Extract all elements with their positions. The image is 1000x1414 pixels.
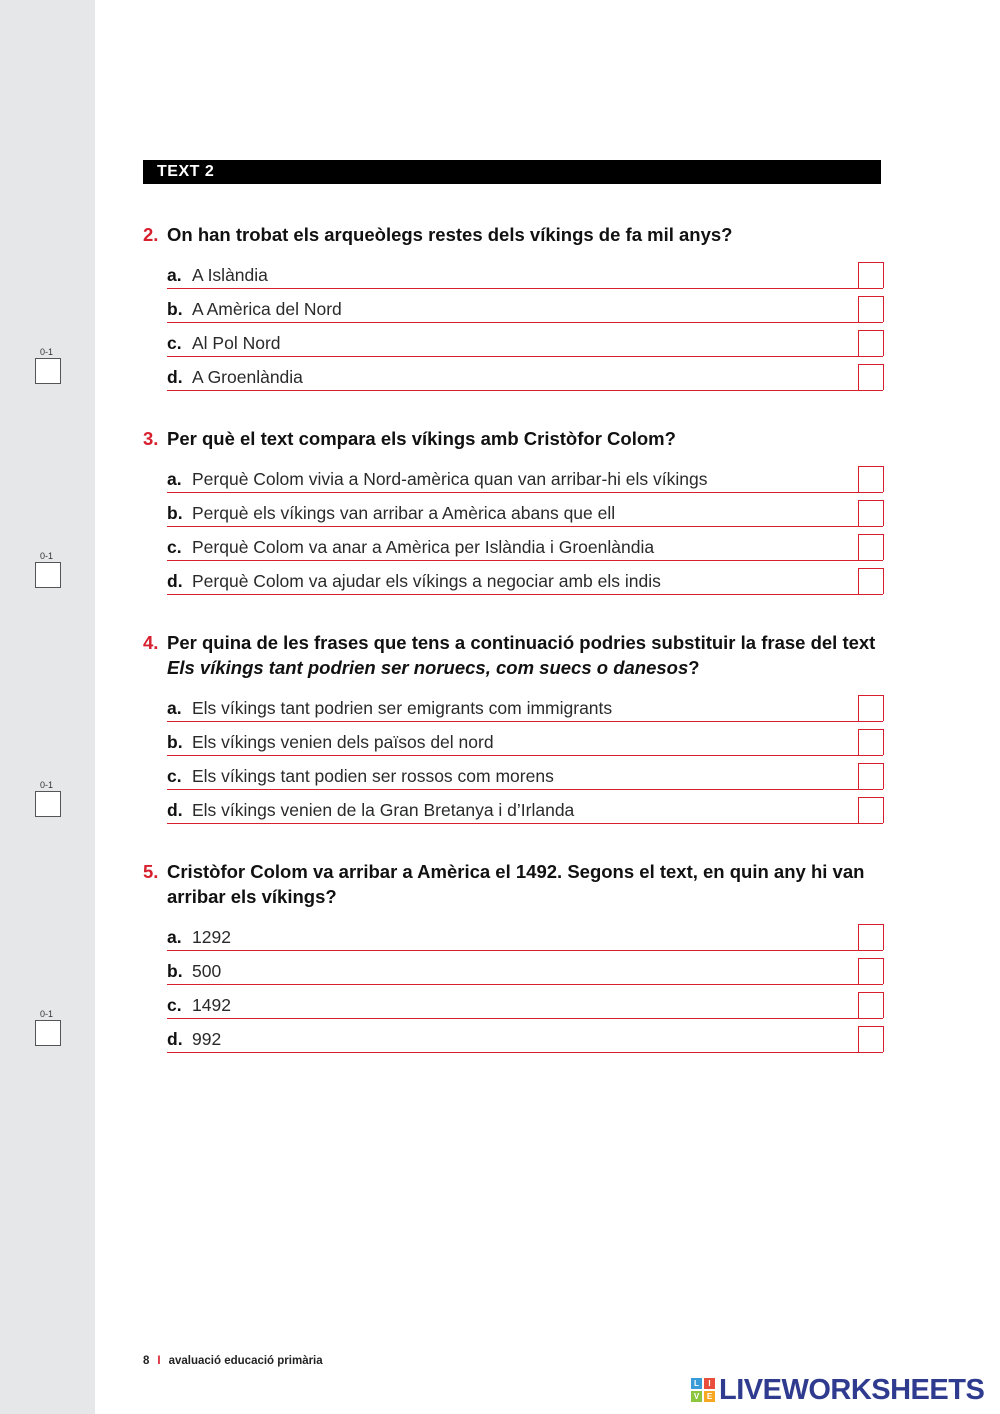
option-text: Perquè Colom vivia a Nord-amèrica quan van arribar-hi els víkings: [192, 469, 708, 489]
answer-option-b: [167, 951, 883, 985]
score-box-q4: [35, 780, 61, 817]
score-input-box[interactable]: [35, 791, 61, 817]
answer-options: [167, 917, 883, 1053]
option-text: 992: [192, 1029, 222, 1049]
option-text: Perquè els víkings van arribar a Amèrica abans que ell: [192, 503, 616, 523]
liveworksheets-logo: [691, 1374, 984, 1406]
answer-option-d: [167, 790, 883, 824]
option-text: A Amèrica del Nord: [192, 299, 342, 319]
option-letter: b.: [167, 299, 183, 319]
question-heading: [143, 859, 883, 909]
answer-checkbox[interactable]: [858, 296, 884, 322]
option-text: A Groenlàndia: [192, 367, 303, 387]
score-label: 0-1: [40, 780, 54, 790]
option-letter: d.: [167, 571, 183, 591]
answer-checkbox[interactable]: [858, 466, 884, 492]
question-5: [143, 859, 883, 1053]
page-number: 8: [143, 1355, 150, 1367]
answer-checkbox[interactable]: [858, 958, 884, 984]
option-text: A Islàndia: [192, 265, 268, 285]
option-letter: d.: [167, 1029, 183, 1049]
answer-option-c: [167, 527, 883, 561]
logo-letter: L: [691, 1378, 702, 1389]
answer-option-a: [167, 459, 883, 493]
option-letter: b.: [167, 732, 183, 752]
option-letter: c.: [167, 995, 182, 1015]
question-2: [143, 222, 883, 391]
answer-checkbox[interactable]: [858, 568, 884, 594]
score-box-q3: [35, 551, 61, 588]
logo-grid-icon: [691, 1378, 715, 1402]
option-letter: a.: [167, 469, 182, 489]
answer-option-c: [167, 323, 883, 357]
option-letter: d.: [167, 367, 183, 387]
answer-checkbox[interactable]: [858, 262, 884, 288]
question-number: 2.: [143, 224, 159, 245]
answer-options: [167, 459, 883, 595]
answer-checkbox[interactable]: [858, 534, 884, 560]
score-label: 0-1: [40, 551, 54, 561]
question-number: 3.: [143, 428, 159, 449]
score-input-box[interactable]: [35, 358, 61, 384]
section-title-bar: TEXT 2: [143, 160, 881, 184]
option-text: Els víkings venien de la Gran Bretanya i d’Irlanda: [192, 800, 575, 820]
logo-letter: E: [704, 1391, 715, 1402]
logo-letter: I: [704, 1378, 715, 1389]
question-text: On han trobat els arqueòlegs restes dels víkings de fa mil anys?: [167, 224, 733, 245]
answer-option-d: [167, 357, 883, 391]
answer-option-d: [167, 561, 883, 595]
option-text: 500: [192, 961, 222, 981]
question-4: [143, 630, 883, 824]
answer-checkbox[interactable]: [858, 1026, 884, 1052]
question-text: Per quina de les frases que tens a continuació podries substituir la frase del text Els víkings tant podrien ser noruecs, com suecs o danesos?: [167, 632, 876, 678]
score-label: 0-1: [40, 347, 54, 357]
question-text: Per què el text compara els víkings amb Cristòfor Colom?: [167, 428, 676, 449]
option-letter: c.: [167, 537, 182, 557]
footer-separator: I: [157, 1355, 161, 1367]
option-text: Els víkings venien dels països del nord: [192, 732, 494, 752]
score-input-box[interactable]: [35, 562, 61, 588]
answer-option-b: [167, 493, 883, 527]
answer-checkbox[interactable]: [858, 763, 884, 789]
option-text: Els víkings tant podien ser rossos com morens: [192, 766, 554, 786]
answer-options: [167, 688, 883, 824]
question-number: 4.: [143, 632, 159, 653]
option-letter: c.: [167, 333, 182, 353]
footer-text: avaluació educació primària: [168, 1355, 323, 1367]
answer-checkbox[interactable]: [858, 695, 884, 721]
answer-option-c: [167, 985, 883, 1019]
question-number: 5.: [143, 861, 159, 882]
option-text: 1292: [192, 927, 231, 947]
answer-option-b: [167, 722, 883, 756]
answer-checkbox[interactable]: [858, 924, 884, 950]
brand-name: LIVEWORKSHEETS: [719, 1374, 985, 1406]
option-letter: a.: [167, 265, 182, 285]
question-heading: [143, 222, 883, 247]
logo-letter: V: [691, 1391, 702, 1402]
answer-checkbox[interactable]: [858, 500, 884, 526]
answer-option-a: [167, 255, 883, 289]
question-heading: [143, 426, 883, 451]
answer-option-c: [167, 756, 883, 790]
answer-option-a: [167, 917, 883, 951]
option-letter: a.: [167, 927, 182, 947]
answer-option-a: [167, 688, 883, 722]
answer-checkbox[interactable]: [858, 992, 884, 1018]
option-letter: b.: [167, 961, 183, 981]
answer-checkbox[interactable]: [858, 364, 884, 390]
option-letter: a.: [167, 698, 182, 718]
option-letter: c.: [167, 766, 182, 786]
answer-checkbox[interactable]: [858, 797, 884, 823]
question-text: Cristòfor Colom va arribar a Amèrica el 1492. Segons el text, en quin any hi van arribar els víkings?: [167, 861, 865, 907]
answer-checkbox[interactable]: [858, 729, 884, 755]
option-text: 1492: [192, 995, 231, 1015]
option-text: Perquè Colom va anar a Amèrica per Islàndia i Groenlàndia: [192, 537, 655, 557]
answer-checkbox[interactable]: [858, 330, 884, 356]
score-input-box[interactable]: [35, 1020, 61, 1046]
option-letter: d.: [167, 800, 183, 820]
answer-options: [167, 255, 883, 391]
question-heading: [143, 630, 883, 680]
score-box-q2: [35, 347, 61, 384]
question-3: [143, 426, 883, 595]
option-text: Al Pol Nord: [192, 333, 281, 353]
score-label: 0-1: [40, 1009, 54, 1019]
option-text: Perquè Colom va ajudar els víkings a negociar amb els indis: [192, 571, 661, 591]
page-footer: [143, 1355, 323, 1367]
answer-option-d: [167, 1019, 883, 1053]
answer-option-b: [167, 289, 883, 323]
option-text: Els víkings tant podrien ser emigrants com immigrants: [192, 698, 613, 718]
left-margin-strip: [0, 0, 95, 1414]
score-box-q5: [35, 1009, 61, 1046]
option-letter: b.: [167, 503, 183, 523]
